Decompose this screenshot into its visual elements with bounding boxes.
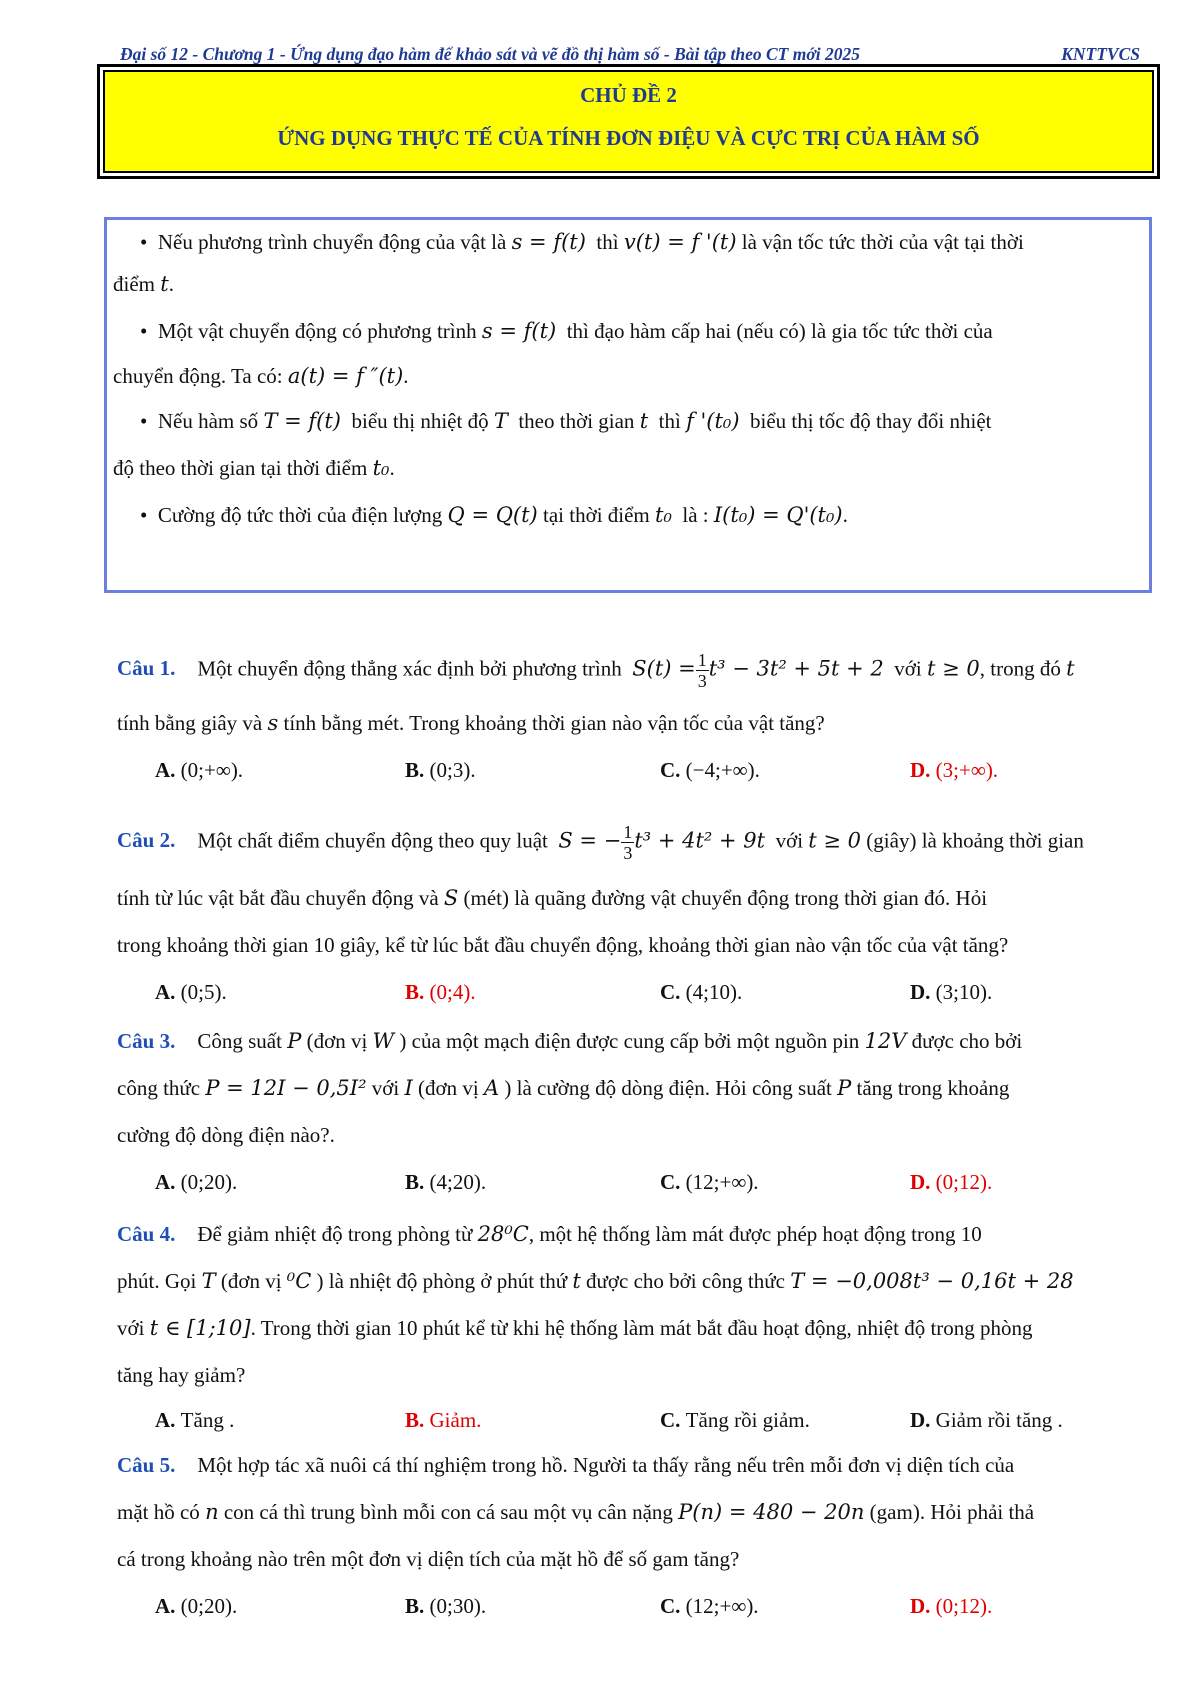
option-value: (12;+∞). <box>685 1170 759 1194</box>
option-key: D. <box>910 980 936 1004</box>
option-a <box>155 1594 237 1619</box>
option-b <box>405 1170 486 1195</box>
option-key: C. <box>660 758 686 782</box>
page-header <box>120 44 1140 69</box>
question-label: Câu 4. <box>117 1222 176 1246</box>
option-d <box>910 1594 992 1619</box>
option-key: B. <box>405 1170 430 1194</box>
option-b <box>405 758 476 783</box>
option-key: B. <box>405 1594 430 1618</box>
question-1-line1: Câu 1. Một chuyển động thẳng xác định bởi phương trình S(t) = $\frac{1}{3}$ t³ − 3t² + 5t + 2 với t ≥ 0, trong đó t <box>117 650 1075 691</box>
question-2-line1: Câu 2. Một chất điểm chuyển động theo quy luật S = − $\frac{1}{3}$ t³ + 4t² + 9t với t ≥ 0 (giây) là khoảng thời gian <box>117 822 1084 863</box>
option-key: A. <box>155 1594 181 1618</box>
header-title: Đại số 12 - Chương 1 - Ứng dụng đạo hàm để khảo sát và vẽ đồ thị hàm số - Bài tập theo CT mới 2025 <box>120 44 860 64</box>
topic-title: CHỦ ĐỀ 2 <box>580 83 677 107</box>
option-a <box>155 1170 237 1195</box>
question-label: Câu 2. <box>117 828 176 853</box>
option-key: A. <box>155 758 181 782</box>
option-key: C. <box>660 1170 686 1194</box>
option-b <box>405 1594 486 1619</box>
option-value: (−4;+∞). <box>685 758 760 782</box>
option-a <box>155 758 243 783</box>
option-value: (0;12). <box>935 1170 993 1194</box>
option-value: Tăng . <box>180 1408 235 1432</box>
option-key: A. <box>155 1408 181 1432</box>
option-c <box>660 758 760 783</box>
option-key: B. <box>405 758 430 782</box>
option-value: (4;20). <box>429 1170 487 1194</box>
question-4-line3: với t ∈ [1;10]. Trong thời gian 10 phút kể từ khi hệ thống làm mát bắt đầu hoạt động, nhiệt độ trong phòng <box>117 1316 1033 1340</box>
question-2-line3: trong khoảng thời gian 10 giây, kể từ lúc bắt đầu chuyển động, khoảng thời gian nào vận tốc của vật tăng? <box>117 933 1009 957</box>
option-value: (0;4). <box>429 980 476 1004</box>
option-c <box>660 980 742 1005</box>
question-3-line1: Câu 3. Công suất P (đơn vị W ) của một mạch điện được cung cấp bởi một nguồn pin 12V được cho bởi <box>117 1029 1023 1053</box>
question-4-line1: Câu 4. Để giảm nhiệt độ trong phòng từ 28⁰C, một hệ thống làm mát được phép hoạt động trong 10 <box>117 1222 982 1246</box>
question-3-line2: công thức P = 12I − 0,5I² với I (đơn vị A ) là cường độ dòng điện. Hỏi công suất P tăng trong khoảng <box>117 1076 1010 1100</box>
option-value: (4;10). <box>685 980 743 1004</box>
option-key: A. <box>155 980 181 1004</box>
theory-1-line1: • Nếu phương trình chuyển động của vật là s = f(t) thì v(t) = f '(t) là vận tốc tức thời của vật tại thời <box>140 230 1024 254</box>
option-c <box>660 1408 810 1433</box>
theory-2-line1: • Một vật chuyển động có phương trình s = f(t) thì đạo hàm cấp hai (nếu có) là gia tốc tức thời của <box>140 319 993 343</box>
option-d <box>910 758 998 783</box>
theory-box <box>104 217 1152 593</box>
option-d <box>910 980 992 1005</box>
question-1-line2: tính bằng giây và s tính bằng mét. Trong khoảng thời gian nào vận tốc của vật tăng? <box>117 711 825 735</box>
option-value: (3;10). <box>935 980 993 1004</box>
option-key: D. <box>910 758 936 782</box>
option-key: C. <box>660 980 686 1004</box>
option-key: A. <box>155 1170 181 1194</box>
option-b <box>405 1408 481 1433</box>
option-value: (0;12). <box>935 1594 993 1618</box>
theory-4-line1: • Cường độ tức thời của điện lượng Q = Q(t) tại thời điểm t₀ là : I(t₀) = Q'(t₀). <box>140 503 848 527</box>
option-a <box>155 980 227 1005</box>
option-d <box>910 1170 992 1195</box>
option-c <box>660 1170 759 1195</box>
option-value: (0;5). <box>180 980 227 1004</box>
option-value: (0;30). <box>429 1594 487 1618</box>
question-3-line3: cường độ dòng điện nào?. <box>117 1123 335 1147</box>
question-label: Câu 5. <box>117 1453 176 1477</box>
option-value: (0;20). <box>180 1594 238 1618</box>
option-key: C. <box>660 1594 686 1618</box>
question-2-line2: tính từ lúc vật bắt đầu chuyển động và S (mét) là quãng đường vật chuyển động trong thời gian đó. Hỏi <box>117 886 988 910</box>
option-d <box>910 1408 1063 1433</box>
topic-subtitle: ỨNG DỤNG THỰC TẾ CỦA TÍNH ĐƠN ĐIỆU VÀ CỰC TRỊ CỦA HÀM SỐ <box>277 126 980 150</box>
fraction: $\frac{1}{3}$ <box>623 822 633 863</box>
option-b <box>405 980 476 1005</box>
theory-3-line2: độ theo thời gian tại thời điểm t₀. <box>113 456 395 480</box>
option-value: (0;+∞). <box>180 758 244 782</box>
question-label: Câu 3. <box>117 1029 176 1053</box>
topic-banner <box>103 70 1154 173</box>
option-value: (0;3). <box>429 758 476 782</box>
option-value: (0;20). <box>180 1170 238 1194</box>
option-c <box>660 1594 759 1619</box>
option-value: (3;+∞). <box>935 758 999 782</box>
theory-2-line2: chuyển động. Ta có: a(t) = f ″(t). <box>113 364 409 388</box>
question-4-line4: tăng hay giảm? <box>117 1363 246 1387</box>
option-key: B. <box>405 980 430 1004</box>
option-value: (12;+∞). <box>685 1594 759 1618</box>
option-key: C. <box>660 1408 686 1432</box>
option-value: Giảm rồi tăng . <box>935 1408 1063 1432</box>
option-key: D. <box>910 1170 936 1194</box>
option-key: B. <box>405 1408 430 1432</box>
option-key: D. <box>910 1594 936 1618</box>
question-4-line2: phút. Gọi T (đơn vị ⁰C ) là nhiệt độ phòng ở phút thứ t được cho bởi công thức T = −0,008t³ − 0,16t + 28 <box>117 1269 1074 1293</box>
option-value: Tăng rồi giảm. <box>685 1408 810 1432</box>
option-key: D. <box>910 1408 936 1432</box>
fraction: $\frac{1}{3}$ <box>697 650 707 691</box>
question-5-line2: mặt hồ có n con cá thì trung bình mỗi con cá sau một vụ cân nặng P(n) = 480 − 20n (gam). Hỏi phải thả <box>117 1500 1035 1524</box>
option-value: Giảm. <box>429 1408 482 1432</box>
question-5-line3: cá trong khoảng nào trên một đơn vị diện tích của mặt hồ để số gam tăng? <box>117 1547 740 1571</box>
option-a <box>155 1408 234 1433</box>
theory-3-line1: • Nếu hàm số T = f(t) biểu thị nhiệt độ T theo thời gian t thì f '(t₀) biểu thị tốc độ thay đổi nhiệt <box>140 409 992 433</box>
question-label: Câu 1. <box>117 656 176 681</box>
header-code: KNTTVCS <box>1061 44 1140 64</box>
question-5-line1: Câu 5. Một hợp tác xã nuôi cá thí nghiệm trong hồ. Người ta thấy rằng nếu trên mỗi đơn vị diện tích của <box>117 1453 1015 1477</box>
theory-1-line2: điểm t. <box>113 272 174 296</box>
